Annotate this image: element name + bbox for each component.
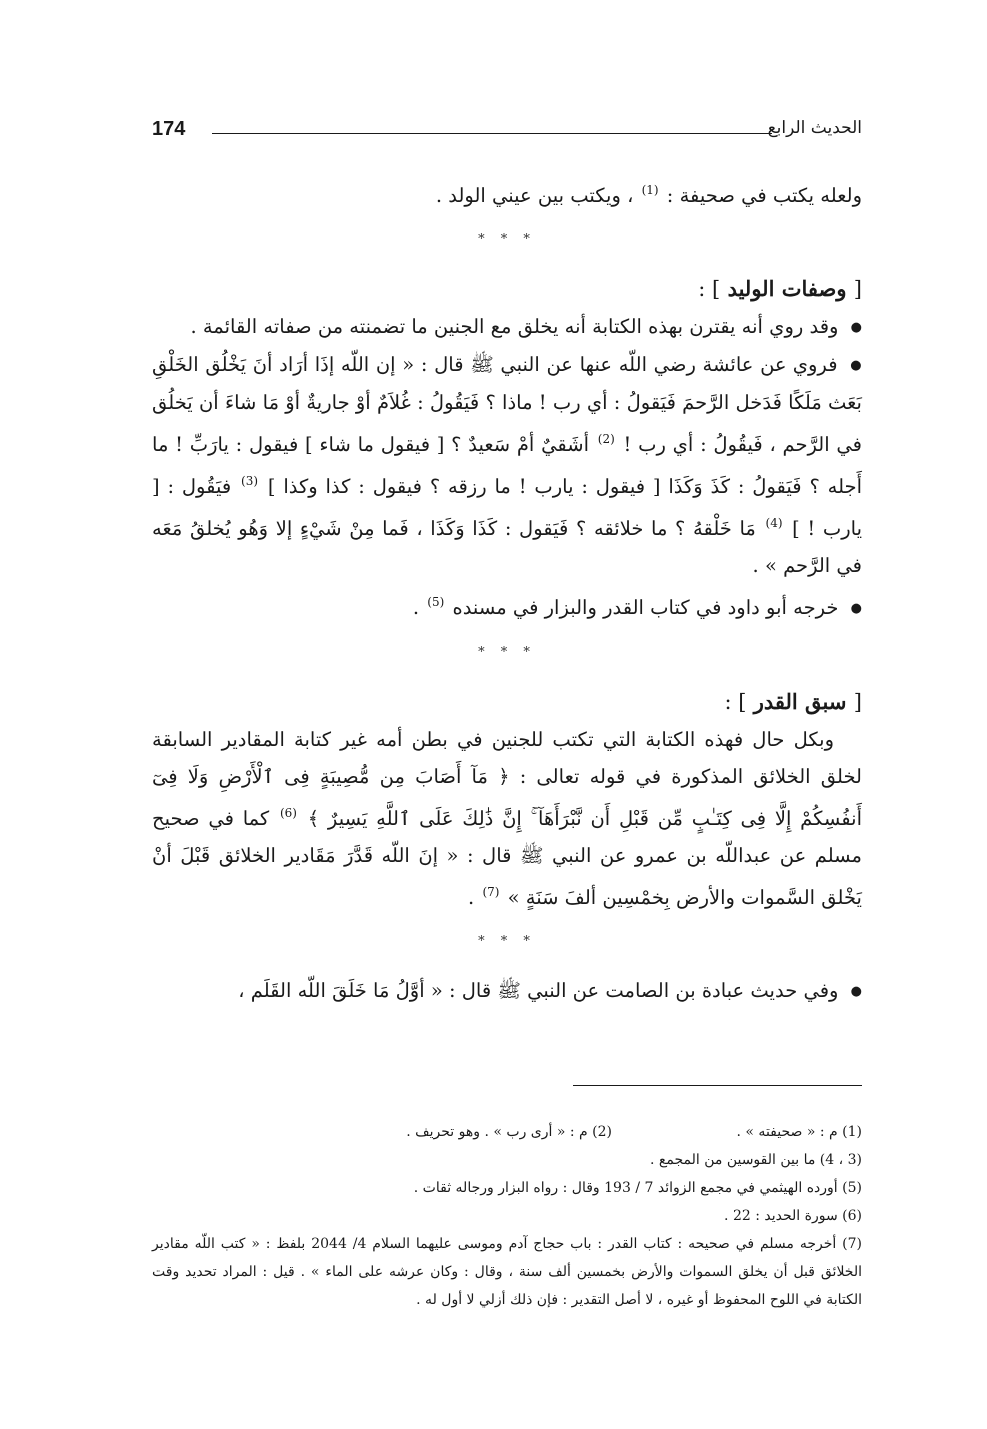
footnote-5: (5) أورده الهيثمي في مجمع الزوائد 7 / 193 وقال : رواه البزار ورجاله ثقات . (413, 1180, 862, 1196)
paragraph-4: ● خرجه أبو داود في كتاب القدر والبزار في مسنده $^{(5)}$ . (152, 584, 862, 627)
footnote-ref-4: (4) (765, 516, 783, 530)
running-title: الحديث الرابع (767, 118, 862, 138)
footnote-ref-6: (6) (279, 806, 297, 820)
footnotes (152, 1118, 862, 1314)
paragraph-3: ● فروي عن عائشة رضي اللّه عنها عن النبي ﷺ قال : « إن اللّه إذَا أرَاد أنَ يَخْلُق الخَلْقِ بَعَث مَلَكًا فَدَخل الرَّحمَ فَيَقولُ : أي رب ! ماذا ؟ فَيَقُولُ : غُلاَمٌ أوْ جاريةٌ أوْ مَا شاءَ أن يَخلُق في الرَّحم ، فَيقُولُ : أي رب ! $^{(2)}$ أشَقيٌ أمْ سَعيدٌ ؟ [ فيقول ما شاء ] فيقول : يارَبِّ ! ما أَجله ؟ فَيَقولُ : كَذَ وَكَذَا [ فيقول : يارب ! ما رزقه ؟ فيقول : كذا وكذا ] $^{(3)}$ فيَقُول : [ يارب ! ] $^{(4)}$ مَا خَلْقهُ ؟ ما خلائقه ؟ فَيَقول : كَذَا وَكَذَا ، فَما مِنْ شَيْءٍ إلا وَهُو يُخلقُ مَعَه في الرَّحم » . (152, 346, 862, 584)
section-separator: * * * (478, 645, 536, 660)
footnote-3-4: (3 ، 4) ما بين القوسين من المجمع . (650, 1152, 862, 1168)
footnote-rule (573, 1085, 862, 1086)
footnote-row (152, 1118, 862, 1146)
footnote-ref-1: (1) (641, 183, 659, 197)
footnote-ref-3: (3) (241, 474, 259, 488)
paragraph-1: ولعله يكتب في صحيفة : $^{(1)}$ ، ويكتب بين عيني الولد . (435, 183, 862, 207)
section-separator: * * * (478, 232, 536, 247)
paragraph-6: ● وفي حديث عبادة بن الصامت عن النبي ﷺ قال : « أوَّلُ مَا خَلَقَ اللّه القَلَم ، (152, 972, 862, 1010)
footnote-7: (7) أخرجه مسلم في صحيحه : كتاب القدر : باب حجاج آدم وموسى عليهما السلام 4/ 2044 بلفظ : « كتب اللّه مقادير الخلائق قبل أن يخلق السموات والأرض بخمسين ألف سنة ، وقال : وكان عرشه على الماء » . قيل : المراد تحديد وقت الكتابة في اللوح المحفوظ أو غيره ، لا أصل التقدير : فإن ذلك أزلي لا أول له . (152, 1236, 862, 1308)
footnote-1: (1) م : « صحيفته » . (736, 1124, 862, 1140)
footnote-ref-7: (7) (482, 885, 500, 899)
footnote-ref-2: (2) (597, 432, 615, 446)
paragraph-5: وبكل حال فهذه الكتابة التي تكتب للجنين في بطن أمه غير كتابة المقادير السابقة لخلق الخلائق المذكورة في قوله تعالى : ﴿ مَآ أَصَابَ مِن مُّصِيبَةٍ فِى ٱلْأَرْضِ وَلَا فِىٓ أَنفُسِكُمْ إِلَّا فِى كِتَـٰبٍ مِّن قَبْلِ أَن نَّبْرَأَهَآ ۚ إِنَّ ذَٰلِكَ عَلَى ٱللَّهِ يَسِيرٌ ﴾ $^{(6)}$ كما في صحيح مسلم عن عبداللّه بن عمرو عن النبي ﷺ قال : « إنَ اللّه قَدَّرَ مَقَادير الخلائق قَبْلَ أنْ يَخْلق السَّموات والأرض بِخمْسِين ألفَ سَنَةٍ » $^{(7)}$ . (152, 728, 863, 909)
header-rule (212, 133, 772, 134)
main-text (152, 172, 862, 1010)
paragraph-2: ● وقد روي أنه يقترن بهذه الكتابة أنه يخلق مع الجنين ما تضمنته من صفاته القائمة . (152, 308, 862, 346)
page-number: 174 (152, 118, 186, 140)
footnote-6: (6) سورة الحديد : 22 . (724, 1208, 862, 1224)
footnote-2: (2) م : « أرى رب » . وهو تحريف . (406, 1124, 612, 1140)
page-header (152, 118, 862, 148)
section-heading-2: [ سبق القدر ] : (724, 689, 862, 714)
section-separator: * * * (478, 934, 536, 949)
section-heading-1: [ وصفات الوليد ] : (698, 276, 862, 301)
footnote-ref-5: (5) (427, 595, 445, 609)
